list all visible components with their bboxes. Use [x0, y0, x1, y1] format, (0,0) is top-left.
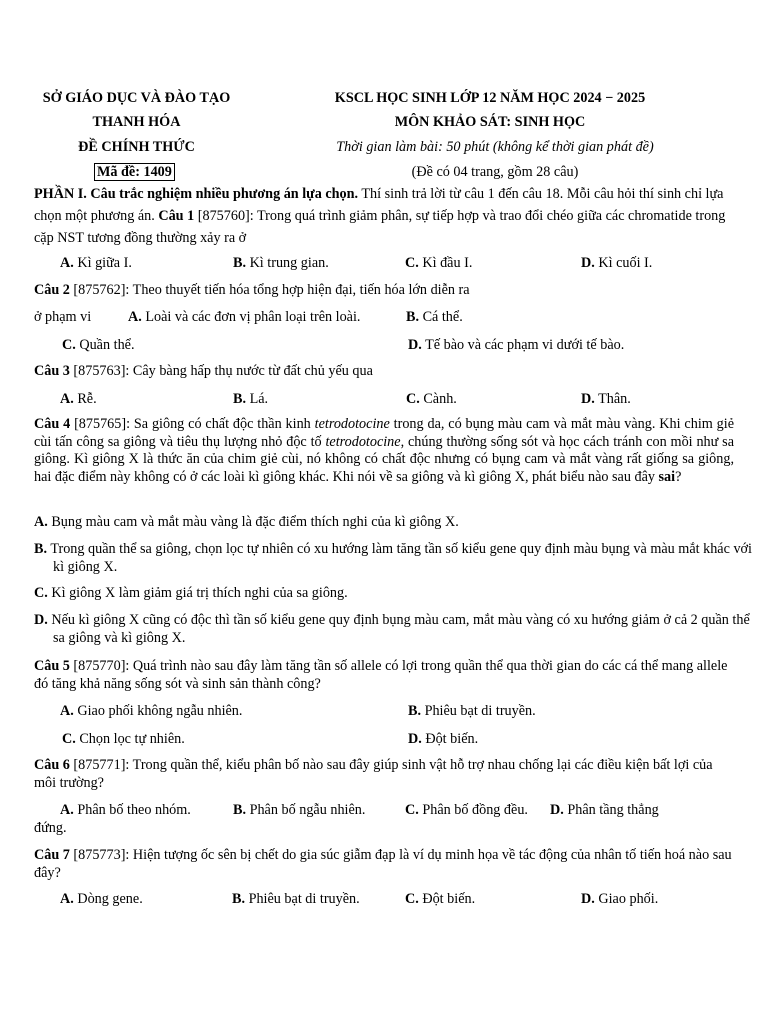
- q5-stem: Câu 5 [875770]: Quá trình nào sau đây làm tăng tần số allele có lợi trong quần thể qua thời gian do các cá thể mang allele đó tăng khả năng sống sót và sinh sản thành công?: [34, 658, 728, 692]
- q4-option-c: C. Kì giông X làm giảm giá trị thích nghi của sa giông.: [34, 585, 348, 601]
- q6-option-d: D. Phân tầng thẳng: [550, 802, 659, 818]
- province-name: THANH HÓA: [92, 114, 181, 130]
- page-count: (Đề có 04 trang, gồm 28 câu): [411, 164, 579, 180]
- q2-option-c: C. Quần thể.: [62, 337, 135, 353]
- q7-option-c: C. Đột biến.: [405, 891, 476, 907]
- q3-option-d: D. Thân.: [581, 391, 631, 407]
- q1-text: [875760]: Trong quá trình giảm phân, sự tiếp hợp và trao đổi chéo giữa các chromatide trong cặp NST tương đồng thường xảy ra ở: [34, 208, 726, 246]
- q4-option-a: A. Bụng màu cam và mắt màu vàng là đặc điểm thích nghi của kì giông X.: [34, 514, 459, 530]
- q2-stem: Câu 2 [875762]: Theo thuyết tiến hóa tổng hợp hiện đại, tiến hóa lớn diễn ra: [34, 282, 470, 298]
- q5-option-c: C. Chọn lọc tự nhiên.: [62, 731, 185, 747]
- exam-code: Mã đề: 1409: [94, 163, 175, 181]
- q3-stem: Câu 3 [875763]: Cây bàng hấp thụ nước từ đất chủ yếu qua: [34, 363, 373, 379]
- q2-option-a: A. Loài và các đơn vị phân loại trên loài.: [128, 309, 361, 325]
- official-label: ĐỀ CHÍNH THỨC: [78, 139, 195, 155]
- part1-intro-q1: [34, 183, 734, 249]
- q2-option-b: B. Cá thể.: [406, 309, 463, 325]
- q1-option-d: D. Kì cuối I.: [581, 255, 653, 271]
- q4-stem: Câu 4 [875765]: Sa giông có chất độc thần kinh tetrodotocine trong da, có bụng màu cam và mắt màu vàng. Khi chim giẻ cùi tấn công sa giông và tiêu thụ lượng nhỏ độc tố tetrodotocine, chúng thường sống sót và học cách tránh con mồi như sa giông. Kì giông X là thức ăn của chim giẻ cùi, nó không có chất độc nhưng có bụng cam và mắt vàng rất giống sa giông, hai đặc điểm này không có ở các loài kì giông khác. Khi nói về sa giông và kì giông X, phát biểu nào sau đây sai?: [34, 416, 735, 485]
- q3-option-c: C. Cành.: [406, 391, 457, 407]
- q5-option-b: B. Phiêu bạt di truyền.: [408, 703, 536, 719]
- department-name: SỞ GIÁO DỤC VÀ ĐÀO TẠO: [42, 90, 231, 106]
- part1-title: PHẦN I. Câu trắc nghiệm nhiều phương án lựa chọn.: [34, 186, 359, 202]
- q4-option-d: D. Nếu kì giông X cũng có độc thì tần số kiểu gene quy định bụng màu cam, mắt màu vàng có xu hướng giảm ở cả 2 quần thể sa giông và kì giông X.: [34, 612, 750, 646]
- exam-title: KSCL HỌC SINH LỚP 12 NĂM HỌC 2024 − 2025: [334, 90, 646, 106]
- q3-option-a: A. Rễ.: [60, 391, 97, 407]
- subject-title: MÔN KHẢO SÁT: SINH HỌC: [394, 114, 586, 130]
- q7-option-d: D. Giao phối.: [581, 891, 659, 907]
- q4-option-b: B. Trong quần thể sa giông, chọn lọc tự nhiên có xu hướng làm tăng tần số kiểu gene quy định màu bụng và màu mắt khác với kì giông X.: [34, 541, 752, 575]
- q2-stem-cont: ở phạm vi: [34, 309, 92, 325]
- q7-option-b: B. Phiêu bạt di truyền.: [232, 891, 360, 907]
- q6-option-b: B. Phân bố ngẫu nhiên.: [233, 802, 366, 818]
- q7-option-a: A. Dòng gene.: [60, 891, 143, 907]
- q1-label: Câu 1: [158, 208, 195, 224]
- q6-option-d-cont: đứng.: [34, 820, 67, 836]
- time-allowed: Thời gian làm bài: 50 phút (không kể thời gian phát đề): [336, 139, 654, 155]
- q1-option-c: C. Kì đầu I.: [405, 255, 473, 271]
- q6-option-c: C. Phân bố đồng đều.: [405, 802, 528, 818]
- q1-option-b: B. Kì trung gian.: [233, 255, 329, 271]
- q6-stem: Câu 6 [875771]: Trong quần thể, kiểu phân bố nào sau đây giúp sinh vật hỗ trợ nhau chống lại các điều kiện bất lợi của môi trường?: [34, 757, 713, 791]
- q3-option-b: B. Lá.: [233, 391, 269, 407]
- q7-stem: Câu 7 [875773]: Hiện tượng ốc sên bị chết do gia súc giẫm đạp là ví dụ minh họa về tác động của nhân tố tiến hoá nào sau đây?: [34, 847, 732, 881]
- exam-code-box: [94, 163, 175, 181]
- q6-option-a: A. Phân bố theo nhóm.: [60, 802, 191, 818]
- part1-intro: Thí sinh trả lời từ câu 1 đến câu 18. Mỗi câu hỏi thí sinh chỉ lựa chọn một phương án.: [34, 186, 724, 224]
- q5-option-a: A. Giao phối không ngẫu nhiên.: [60, 703, 243, 719]
- q1-option-a: A. Kì giữa I.: [60, 255, 132, 271]
- q5-option-d: D. Đột biến.: [408, 731, 479, 747]
- q2-option-d: D. Tế bào và các phạm vi dưới tế bào.: [408, 337, 625, 353]
